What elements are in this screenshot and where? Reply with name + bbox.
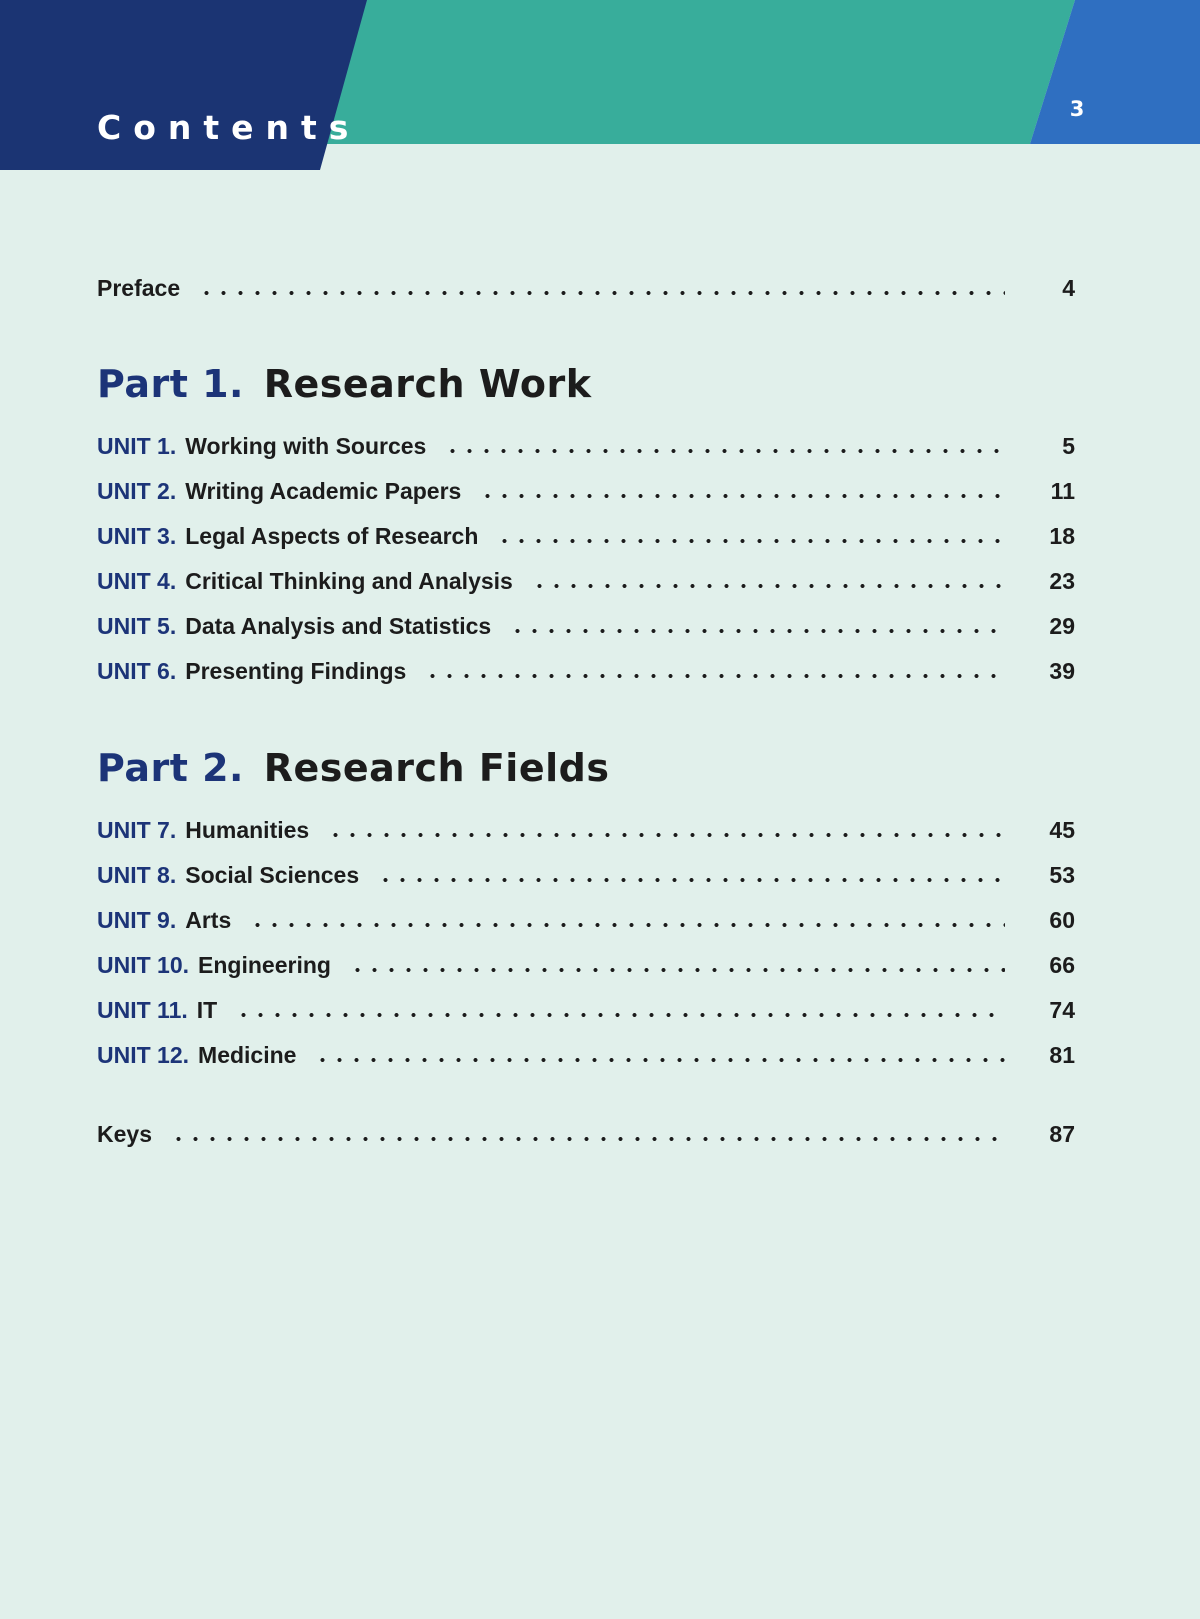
unit-label: UNIT 4. <box>97 568 177 594</box>
toc-entry-unit-3[interactable] <box>97 521 1075 551</box>
toc-page-ref: 66 <box>1049 952 1075 978</box>
dot-leader <box>496 538 1005 544</box>
page-title: Contents <box>97 108 361 147</box>
unit-title: Data Analysis and Statistics <box>185 613 492 639</box>
unit-title: Presenting Findings <box>185 658 407 684</box>
toc-page-ref: 39 <box>1049 658 1075 684</box>
dot-leader <box>198 290 1005 296</box>
toc-page-ref: 45 <box>1049 817 1075 843</box>
header-band <box>0 0 1200 170</box>
toc-entry-unit-10[interactable] <box>97 950 1075 980</box>
toc-page-ref: 23 <box>1049 568 1075 594</box>
unit-label: UNIT 8. <box>97 862 177 888</box>
toc-page-ref: 60 <box>1049 907 1075 933</box>
dot-leader <box>377 877 1005 883</box>
unit-label: UNIT 5. <box>97 613 177 639</box>
toc-page-ref: 5 <box>1062 433 1075 459</box>
part-heading-2 <box>97 745 609 791</box>
dot-leader <box>444 448 1005 454</box>
unit-title: Critical Thinking and Analysis <box>185 568 513 594</box>
unit-label: UNIT 6. <box>97 658 177 684</box>
unit-title: Arts <box>185 907 232 933</box>
toc-entry-unit-1[interactable] <box>97 431 1075 461</box>
toc-entry-title: Keys <box>97 1121 152 1147</box>
dot-leader <box>424 673 1005 679</box>
unit-label: UNIT 1. <box>97 433 177 459</box>
toc-entry-unit-8[interactable] <box>97 860 1075 890</box>
toc-entry-unit-4[interactable] <box>97 566 1075 596</box>
page-number: 3 <box>1069 97 1085 121</box>
unit-title: Social Sciences <box>185 862 360 888</box>
toc-page-ref: 74 <box>1049 997 1075 1023</box>
toc-entry-unit-7[interactable] <box>97 815 1075 845</box>
unit-label: UNIT 3. <box>97 523 177 549</box>
unit-title: Writing Academic Papers <box>185 478 462 504</box>
toc-page-ref: 81 <box>1049 1042 1075 1068</box>
dot-leader <box>235 1012 1005 1018</box>
unit-label: UNIT 7. <box>97 817 177 843</box>
part-label: Part 2. <box>97 746 244 790</box>
unit-title: Humanities <box>185 817 310 843</box>
dot-leader <box>249 922 1005 928</box>
toc-entry-title: Preface <box>97 275 181 301</box>
unit-title: Legal Aspects of Research <box>185 523 479 549</box>
unit-title: Working with Sources <box>185 433 427 459</box>
part-heading-1 <box>97 361 592 407</box>
toc-entry-unit-11[interactable] <box>97 995 1075 1025</box>
toc-page-ref: 4 <box>1062 275 1075 301</box>
unit-title: Engineering <box>198 952 331 978</box>
toc-entry-preface[interactable] <box>97 273 1075 303</box>
toc-page-ref: 87 <box>1049 1121 1075 1147</box>
toc-entry-unit-6[interactable] <box>97 656 1075 686</box>
dot-leader <box>170 1136 1005 1142</box>
dot-leader <box>531 583 1005 589</box>
unit-label: UNIT 9. <box>97 907 177 933</box>
dot-leader <box>509 628 1005 634</box>
toc-entry-unit-5[interactable] <box>97 611 1075 641</box>
header-teal-band <box>320 0 1075 144</box>
part-title: Research Work <box>263 362 592 406</box>
toc-entry-keys[interactable] <box>97 1119 1075 1149</box>
unit-title: Medicine <box>198 1042 297 1068</box>
part-label: Part 1. <box>97 362 244 406</box>
unit-title: IT <box>196 997 218 1023</box>
toc-entry-unit-2[interactable] <box>97 476 1075 506</box>
part-title: Research Fields <box>263 746 610 790</box>
unit-label: UNIT 11. <box>97 997 188 1023</box>
toc-page-ref: 11 <box>1050 478 1075 504</box>
toc-page-ref: 53 <box>1049 862 1075 888</box>
dot-leader <box>479 493 1005 499</box>
toc-page-ref: 18 <box>1049 523 1075 549</box>
unit-label: UNIT 2. <box>97 478 177 504</box>
toc-entry-unit-12[interactable] <box>97 1040 1075 1070</box>
toc-entry-unit-9[interactable] <box>97 905 1075 935</box>
dot-leader <box>314 1057 1005 1063</box>
dot-leader <box>327 832 1005 838</box>
dot-leader <box>349 967 1005 973</box>
unit-label: UNIT 10. <box>97 952 190 978</box>
unit-label: UNIT 12. <box>97 1042 190 1068</box>
toc-page-ref: 29 <box>1049 613 1075 639</box>
